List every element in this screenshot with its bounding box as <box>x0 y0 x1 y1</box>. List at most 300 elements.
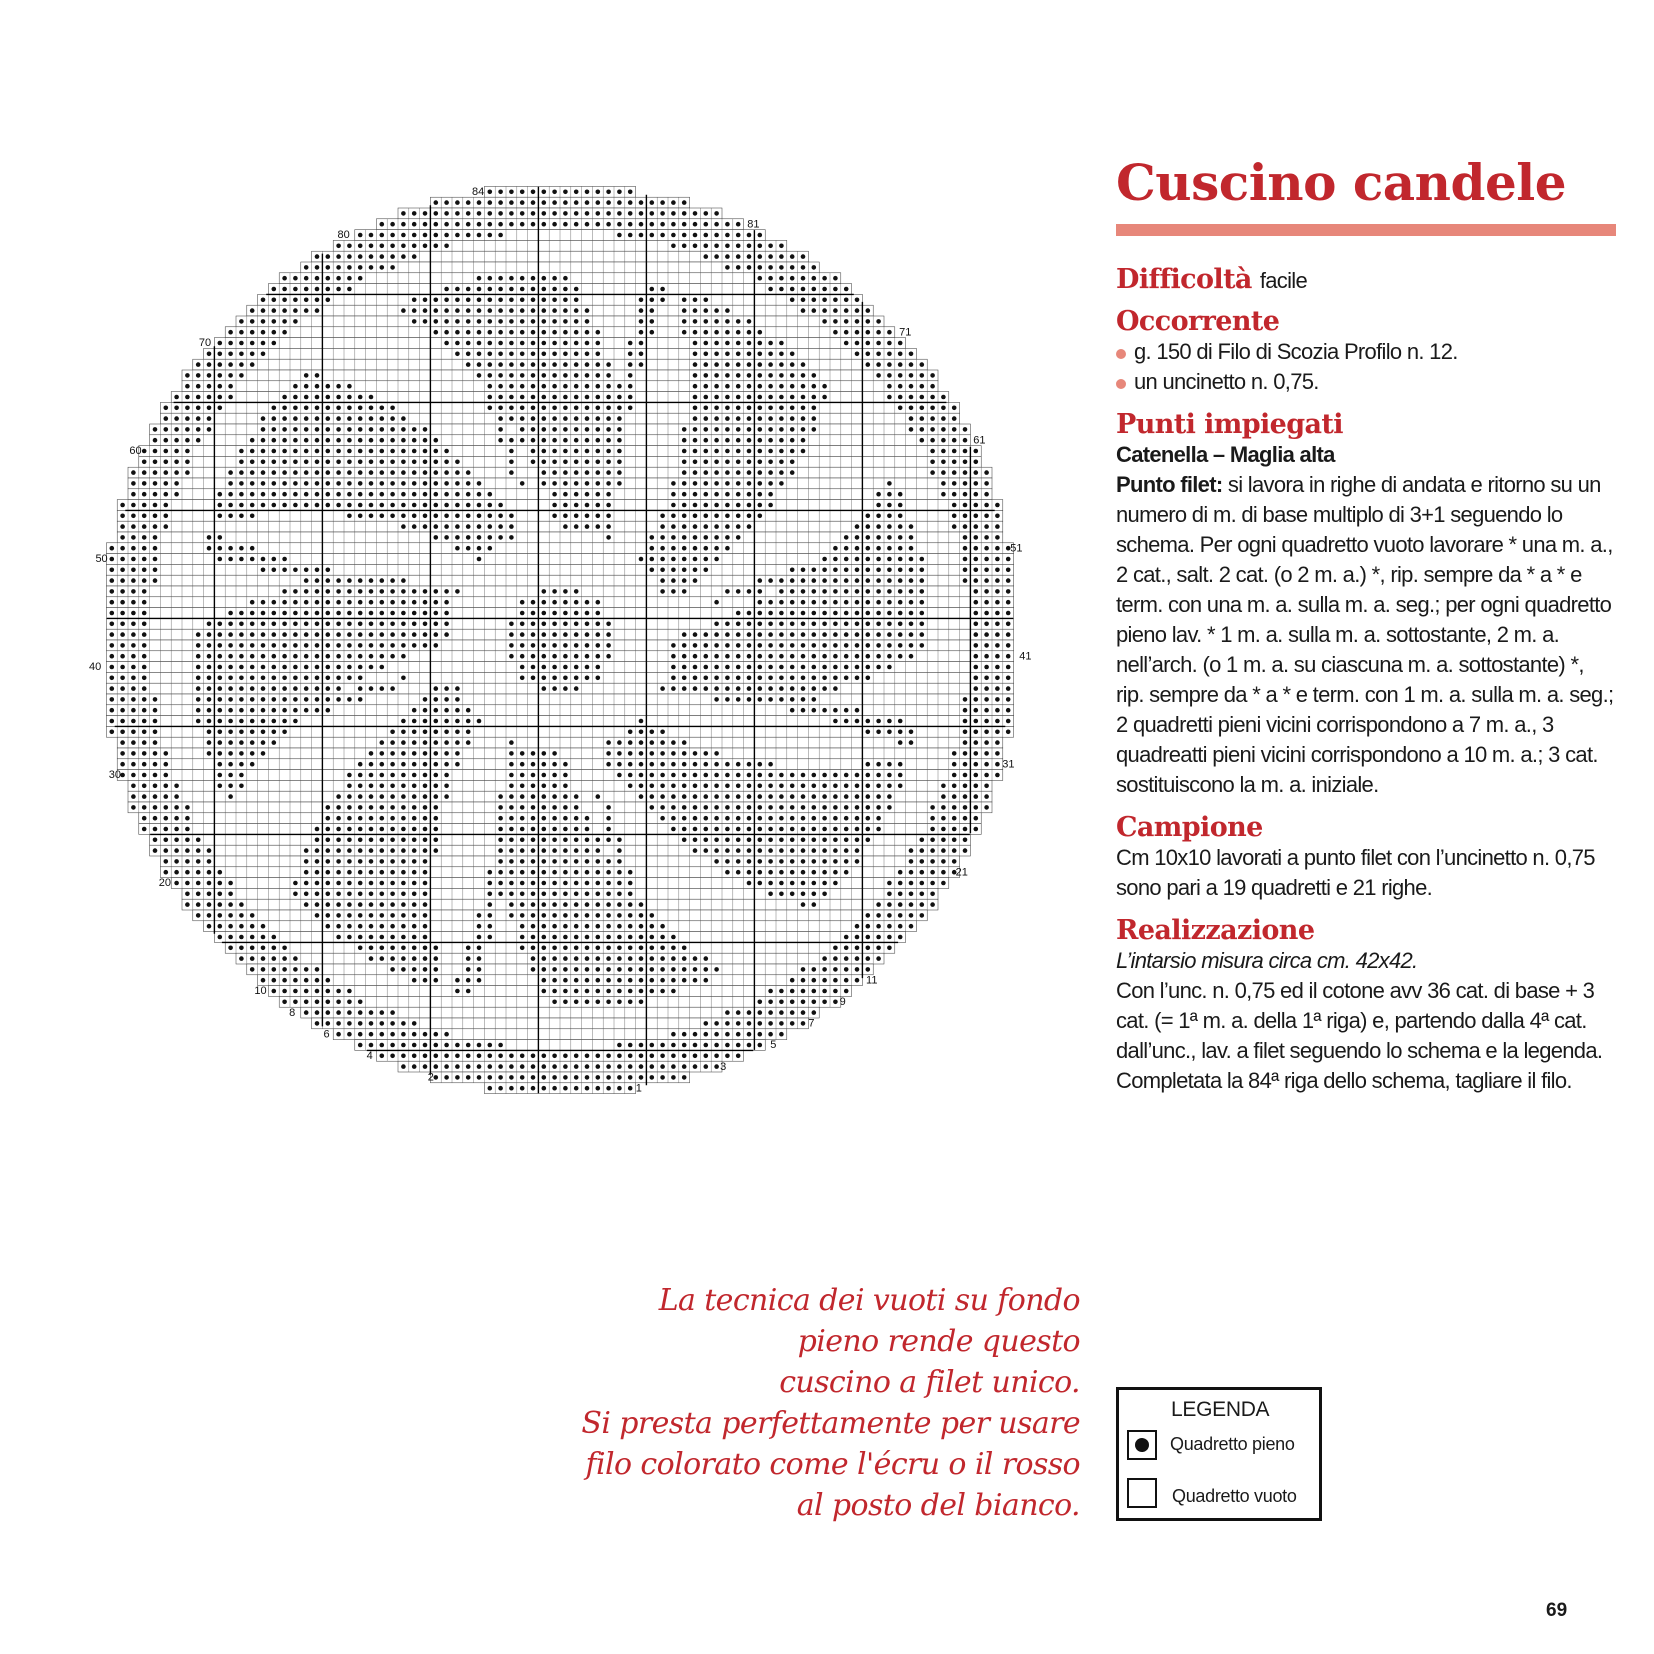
filled-cell <box>995 773 1000 778</box>
filled-cell <box>228 751 233 756</box>
filled-cell <box>682 557 687 562</box>
filled-cell <box>380 427 385 432</box>
filled-cell <box>412 773 417 778</box>
filled-cell <box>531 654 536 659</box>
filled-cell <box>725 449 730 454</box>
filled-cell <box>142 773 147 778</box>
filled-cell <box>660 514 665 519</box>
filled-cell <box>239 697 244 702</box>
filled-cell <box>531 902 536 907</box>
filled-cell <box>401 805 406 810</box>
filled-cell <box>660 762 665 767</box>
filled-cell <box>531 341 536 346</box>
filled-cell <box>920 838 925 843</box>
filled-cell <box>812 686 817 691</box>
filled-cell <box>1006 676 1011 681</box>
filled-cell <box>498 848 503 853</box>
filled-cell <box>606 913 611 918</box>
materials-section <box>1116 306 1616 397</box>
filled-cell <box>542 881 547 886</box>
filled-cell <box>520 319 525 324</box>
filled-cell <box>563 978 568 983</box>
filled-cell <box>682 200 687 205</box>
filled-cell <box>596 200 601 205</box>
filled-cell <box>606 470 611 475</box>
legend-full-square <box>1127 1430 1157 1460</box>
filled-cell <box>120 730 125 735</box>
filled-cell <box>801 643 806 648</box>
filled-cell <box>207 740 212 745</box>
filled-cell <box>930 859 935 864</box>
filled-cell <box>606 427 611 432</box>
filled-cell <box>585 859 590 864</box>
filled-cell <box>455 503 460 508</box>
filled-cell <box>822 568 827 573</box>
filled-cell <box>563 449 568 454</box>
filled-cell <box>574 427 579 432</box>
filled-cell <box>520 902 525 907</box>
filled-cell <box>423 244 428 249</box>
filled-cell <box>218 913 223 918</box>
filled-cell <box>952 794 957 799</box>
filled-cell <box>606 762 611 767</box>
filled-cell <box>282 665 287 670</box>
filled-cell <box>358 233 363 238</box>
filled-cell <box>563 200 568 205</box>
filled-cell <box>714 546 719 551</box>
filled-cell <box>974 784 979 789</box>
filled-cell <box>110 708 115 713</box>
filled-cell <box>822 784 827 789</box>
filled-cell <box>142 600 147 605</box>
filled-cell <box>736 665 741 670</box>
filled-cell <box>574 794 579 799</box>
filled-cell <box>347 406 352 411</box>
filled-cell <box>920 362 925 367</box>
making-text: Con l’unc. n. 0,75 ed il cotone avv 36 cat. di base + 3 cat. (= 1ª m. a. della 1ª riga) e, partendo dalla 4ª cat. dall’unc., lav. a filet seguendo lo schema e la legenda. Completata la 84ª riga dello schema, tagliare il filo. <box>1116 978 1603 1093</box>
filled-cell <box>531 848 536 853</box>
filled-cell <box>477 481 482 486</box>
filled-cell <box>250 611 255 616</box>
filled-cell <box>596 503 601 508</box>
filled-cell <box>369 881 374 886</box>
filled-cell <box>444 503 449 508</box>
filled-cell <box>747 827 752 832</box>
filled-cell <box>498 233 503 238</box>
filled-cell <box>920 416 925 421</box>
filled-cell <box>898 535 903 540</box>
filled-cell <box>866 535 871 540</box>
filled-cell <box>164 762 169 767</box>
filled-cell <box>401 881 406 886</box>
filled-cell <box>714 600 719 605</box>
filled-cell <box>315 870 320 875</box>
filled-cell <box>693 244 698 249</box>
filled-cell <box>585 1054 590 1059</box>
filled-cell <box>758 384 763 389</box>
filled-cell <box>822 978 827 983</box>
filled-cell <box>1006 643 1011 648</box>
filled-cell <box>768 838 773 843</box>
filled-cell <box>336 481 341 486</box>
filled-cell <box>563 287 568 292</box>
filled-cell <box>304 1000 309 1005</box>
filled-cell <box>174 416 179 421</box>
filled-cell <box>876 373 881 378</box>
filled-cell <box>434 967 439 972</box>
filled-cell <box>693 308 698 313</box>
filled-cell <box>822 816 827 821</box>
filled-cell <box>693 568 698 573</box>
filled-cell <box>747 622 752 627</box>
filled-cell <box>747 254 752 259</box>
filled-cell <box>185 892 190 897</box>
filled-cell <box>250 460 255 465</box>
filled-cell <box>164 503 169 508</box>
filled-cell <box>671 805 676 810</box>
filled-cell <box>218 632 223 637</box>
filled-cell <box>110 719 115 724</box>
filled-cell <box>196 881 201 886</box>
filled-cell <box>164 449 169 454</box>
filled-cell <box>736 265 741 270</box>
filled-cell <box>326 492 331 497</box>
filled-cell <box>412 913 417 918</box>
filled-cell <box>920 438 925 443</box>
filled-cell <box>347 438 352 443</box>
filled-cell <box>488 308 493 313</box>
filled-cell <box>412 449 417 454</box>
filled-cell <box>574 211 579 216</box>
filled-cell <box>282 395 287 400</box>
filled-cell <box>963 762 968 767</box>
filled-cell <box>736 848 741 853</box>
filled-cell <box>671 492 676 497</box>
filled-cell <box>650 319 655 324</box>
filled-cell <box>380 794 385 799</box>
filled-cell <box>920 406 925 411</box>
filled-cell <box>358 438 363 443</box>
filled-cell <box>779 244 784 249</box>
filled-cell <box>822 708 827 713</box>
filled-cell <box>682 492 687 497</box>
filled-cell <box>628 730 633 735</box>
filled-cell <box>401 956 406 961</box>
filled-cell <box>412 794 417 799</box>
filled-cell <box>563 341 568 346</box>
filled-cell <box>887 395 892 400</box>
filled-cell <box>779 665 784 670</box>
filled-cell <box>401 589 406 594</box>
filled-cell <box>498 1064 503 1069</box>
filled-cell <box>185 848 190 853</box>
filled-cell <box>920 611 925 616</box>
filled-cell <box>747 244 752 249</box>
filled-cell <box>779 352 784 357</box>
filled-cell <box>434 1054 439 1059</box>
filled-cell <box>650 967 655 972</box>
filled-cell <box>790 438 795 443</box>
filled-cell <box>866 784 871 789</box>
filled-cell <box>336 816 341 821</box>
filled-cell <box>250 308 255 313</box>
filled-cell <box>466 967 471 972</box>
filled-cell <box>974 676 979 681</box>
filled-cell <box>552 1054 557 1059</box>
filled-cell <box>401 308 406 313</box>
filled-cell <box>693 1054 698 1059</box>
filled-cell <box>315 276 320 281</box>
filled-cell <box>844 719 849 724</box>
filled-cell <box>552 989 557 994</box>
filled-cell <box>563 276 568 281</box>
filled-cell <box>736 686 741 691</box>
filled-cell <box>693 352 698 357</box>
filled-cell <box>758 233 763 238</box>
filled-cell <box>801 708 806 713</box>
filled-cell <box>963 460 968 465</box>
filled-cell <box>315 406 320 411</box>
filled-cell <box>844 330 849 335</box>
filled-cell <box>887 913 892 918</box>
filled-cell <box>682 967 687 972</box>
filled-cell <box>498 1075 503 1080</box>
filled-cell <box>477 924 482 929</box>
filled-cell <box>639 751 644 756</box>
filled-cell <box>984 481 989 486</box>
filled-cell <box>520 913 525 918</box>
filled-cell <box>552 946 557 951</box>
filled-cell <box>585 924 590 929</box>
filled-cell <box>315 265 320 270</box>
filled-cell <box>272 416 277 421</box>
filled-cell <box>714 460 719 465</box>
filled-cell <box>185 427 190 432</box>
filled-cell <box>336 686 341 691</box>
filled-cell <box>315 449 320 454</box>
filled-cell <box>477 319 482 324</box>
filled-cell <box>282 686 287 691</box>
filled-cell <box>261 308 266 313</box>
filled-cell <box>952 406 957 411</box>
filled-cell <box>315 643 320 648</box>
filled-cell <box>736 535 741 540</box>
filled-cell <box>650 535 655 540</box>
filled-cell <box>876 665 881 670</box>
filled-cell <box>812 892 817 897</box>
filled-cell <box>822 665 827 670</box>
filled-cell <box>531 1086 536 1091</box>
filled-cell <box>477 200 482 205</box>
filled-cell <box>898 740 903 745</box>
filled-cell <box>812 989 817 994</box>
filled-cell <box>293 643 298 648</box>
filled-cell <box>304 395 309 400</box>
filled-cell <box>563 654 568 659</box>
filled-cell <box>768 265 773 270</box>
filled-cell <box>812 568 817 573</box>
filled-cell <box>498 308 503 313</box>
filled-cell <box>822 827 827 832</box>
filled-cell <box>434 956 439 961</box>
filled-cell <box>466 1064 471 1069</box>
filled-cell <box>844 708 849 713</box>
filled-cell <box>444 524 449 529</box>
filled-cell <box>401 600 406 605</box>
filled-cell <box>304 287 309 292</box>
filled-cell <box>812 665 817 670</box>
filled-cell <box>293 1000 298 1005</box>
filled-cell <box>952 805 957 810</box>
filled-cell <box>390 503 395 508</box>
filled-cell <box>984 697 989 702</box>
filled-cell <box>920 395 925 400</box>
filled-cell <box>768 254 773 259</box>
filled-cell <box>520 190 525 195</box>
filled-cell <box>995 600 1000 605</box>
filled-cell <box>563 1000 568 1005</box>
filled-cell <box>304 416 309 421</box>
filled-cell <box>606 535 611 540</box>
filled-cell <box>552 222 557 227</box>
filled-cell <box>423 870 428 875</box>
filled-cell <box>758 794 763 799</box>
filled-cell <box>812 265 817 270</box>
filled-cell <box>714 470 719 475</box>
filled-cell <box>920 870 925 875</box>
filled-cell <box>812 816 817 821</box>
filled-cell <box>790 643 795 648</box>
filled-cell <box>574 643 579 648</box>
filled-cell <box>315 827 320 832</box>
filled-cell <box>704 438 709 443</box>
filled-cell <box>714 211 719 216</box>
filled-cell <box>963 568 968 573</box>
filled-cell <box>455 1075 460 1080</box>
filled-cell <box>736 1010 741 1015</box>
filled-cell <box>790 622 795 627</box>
filled-cell <box>779 276 784 281</box>
filled-cell <box>833 568 838 573</box>
filled-cell <box>984 654 989 659</box>
filled-cell <box>812 395 817 400</box>
filled-cell <box>347 589 352 594</box>
filled-cell <box>336 902 341 907</box>
filled-cell <box>120 762 125 767</box>
filled-cell <box>261 470 266 475</box>
filled-cell <box>596 935 601 940</box>
filled-cell <box>347 1010 352 1015</box>
filled-cell <box>617 870 622 875</box>
filled-cell <box>315 503 320 508</box>
filled-cell <box>671 546 676 551</box>
filled-cell <box>704 244 709 249</box>
filled-cell <box>455 492 460 497</box>
filled-cell <box>682 784 687 789</box>
filled-cell <box>347 654 352 659</box>
filled-cell <box>228 762 233 767</box>
filled-cell <box>909 416 914 421</box>
filled-cell <box>509 200 514 205</box>
filled-cell <box>671 762 676 767</box>
filled-cell <box>412 956 417 961</box>
filled-cell <box>736 406 741 411</box>
filled-cell <box>401 924 406 929</box>
filled-cell <box>196 676 201 681</box>
filled-cell <box>466 319 471 324</box>
filled-cell <box>444 341 449 346</box>
filled-cell <box>876 719 881 724</box>
filled-cell <box>714 384 719 389</box>
filled-cell <box>488 1086 493 1091</box>
row-label: 11 <box>866 974 878 987</box>
filled-cell <box>758 805 763 810</box>
filled-cell <box>293 622 298 627</box>
filled-cell <box>736 632 741 637</box>
filled-cell <box>412 838 417 843</box>
difficulty-heading: Difficoltà <box>1116 264 1252 295</box>
filled-cell <box>693 676 698 681</box>
filled-cell <box>369 773 374 778</box>
filled-cell <box>380 233 385 238</box>
filled-cell <box>423 892 428 897</box>
filled-cell <box>401 1043 406 1048</box>
filled-cell <box>153 805 158 810</box>
filled-cell <box>574 870 579 875</box>
filled-cell <box>725 589 730 594</box>
filled-cell <box>995 514 1000 519</box>
filled-cell <box>574 352 579 357</box>
filled-cell <box>704 546 709 551</box>
filled-cell <box>563 686 568 691</box>
filled-cell <box>131 805 136 810</box>
filled-cell <box>779 892 784 897</box>
filled-cell <box>239 622 244 627</box>
filled-cell <box>315 978 320 983</box>
gauge-text: Cm 10x10 lavorati a punto filet con l’uncinetto n. 0,75 sono pari a 19 quadretti e 21 righe. <box>1116 845 1595 900</box>
filled-cell <box>228 676 233 681</box>
filled-cell <box>239 514 244 519</box>
filled-cell <box>941 492 946 497</box>
filled-cell <box>423 967 428 972</box>
filled-cell <box>747 319 752 324</box>
filled-cell <box>509 751 514 756</box>
filled-cell <box>412 805 417 810</box>
filled-cell <box>801 902 806 907</box>
filled-cell <box>596 470 601 475</box>
filled-cell <box>855 794 860 799</box>
filled-cell <box>358 643 363 648</box>
filled-cell <box>153 514 158 519</box>
filled-cell <box>336 244 341 249</box>
filled-cell <box>628 395 633 400</box>
filled-cell <box>444 222 449 227</box>
filled-cell <box>714 805 719 810</box>
filled-cell <box>444 200 449 205</box>
filled-cell <box>801 449 806 454</box>
filled-cell <box>412 503 417 508</box>
filled-cell <box>639 989 644 994</box>
filled-cell <box>574 373 579 378</box>
filled-cell <box>812 978 817 983</box>
filled-cell <box>866 330 871 335</box>
filled-cell <box>650 989 655 994</box>
filled-cell <box>347 892 352 897</box>
filled-cell <box>326 913 331 918</box>
filled-cell <box>920 384 925 389</box>
filled-cell <box>920 632 925 637</box>
filled-cell <box>833 773 838 778</box>
